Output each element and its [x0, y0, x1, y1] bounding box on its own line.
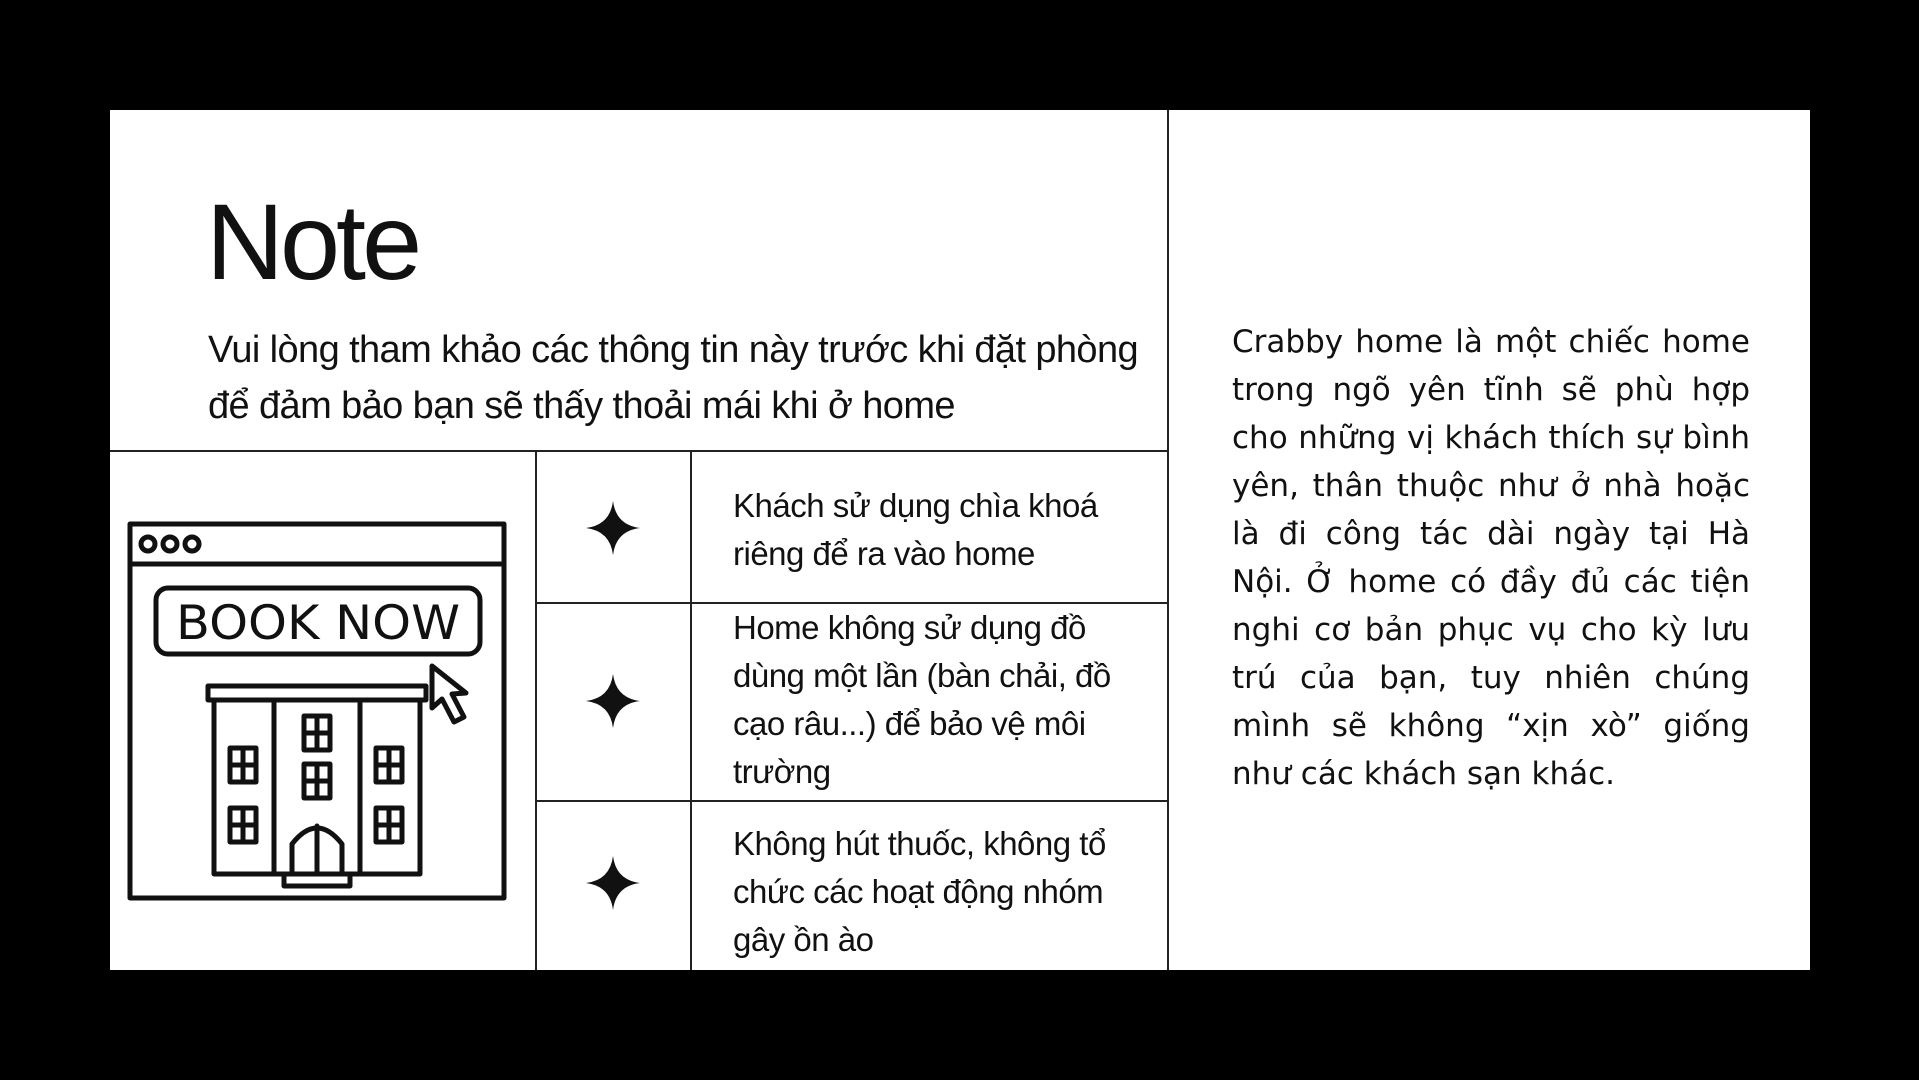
page-subtitle: Vui lòng tham khảo các thông tin này trước khi đặt phòng để đảm bảo bạn sẽ thấy thoải mái khi ở home — [208, 329, 1139, 427]
divider-vertical-star-column — [690, 451, 692, 970]
note-slide — [110, 110, 1810, 970]
note-item-1: Khách sử dụng chìa khoá riêng để ra vào home — [733, 487, 1098, 572]
note-item-2: Home không sử dụng đồ dùng một lần (bàn chải, đồ cạo râu...) để bảo vệ môi trường — [733, 609, 1111, 790]
note-item-3: Không hút thuốc, không tổ chức các hoạt động nhóm gây ồn ào — [733, 825, 1106, 958]
divider-horizontal-header — [110, 450, 1168, 452]
book-now-hotel-icon — [126, 508, 508, 910]
page-title: Note — [206, 181, 419, 302]
home-description: Crabby home là một chiếc home trong ngõ yên tĩnh sẽ phù hợp cho những vị khách thích sự bình yên, thân thuộc như ở nhà hoặc là đi công tác dài ngày tại Hà Nội. Ở home có đầy đủ các tiện nghi cơ bản phục vụ cho kỳ lưu trú của bạn, tuy nhiên chúng mình sẽ không “xịn xò” giống như các khách sạn khác. — [1232, 324, 1750, 792]
star-icon-1 — [584, 499, 642, 557]
star-icon-2 — [584, 672, 642, 730]
divider-vertical-main — [1167, 110, 1169, 970]
divider-horizontal-note-2 — [536, 800, 1168, 802]
book-now-label: BOOK NOW — [176, 596, 460, 651]
star-icon-3 — [584, 854, 642, 912]
divider-vertical-illustration — [535, 451, 537, 970]
